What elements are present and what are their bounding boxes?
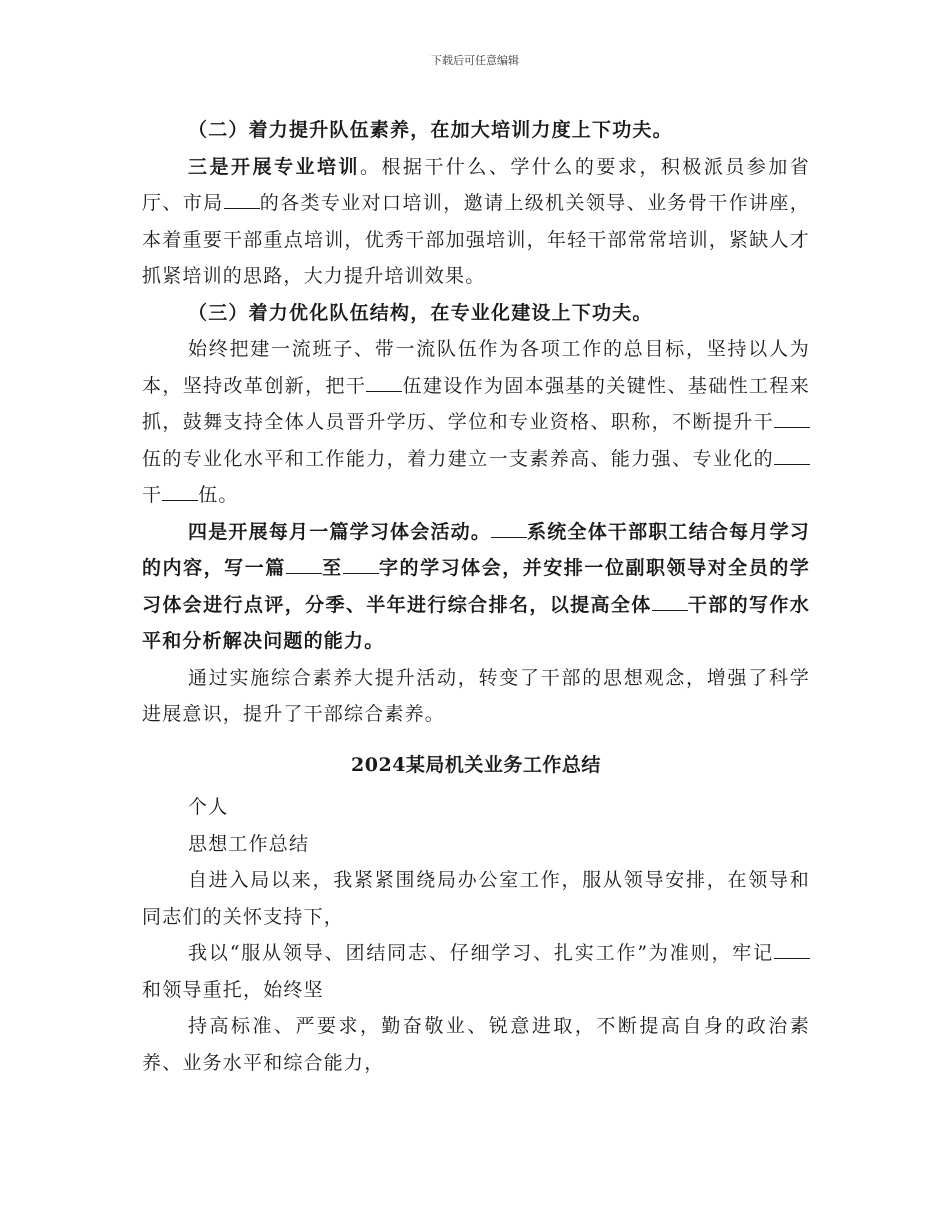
paragraph-training: 三是开展专业培训。根据干什么、学什么的要求，积极派员参加省厅、市局 的各类专业对口培训，邀请上级机关领导、业务骨干作讲座，本着重要干部重点培训，优秀干部加强培训，年轻干部常常培训，紧缺人才抓紧培训的思路，大力提升培训效果。 (142, 155, 811, 287)
fill-blank (491, 523, 527, 538)
fill-blank (224, 194, 260, 209)
paragraph-structure: 始终把建一流班子、带一流队伍作为各项工作的总目标，坚持以人为本，坚持改革创新，把干 伍建设作为固本强基的关键性、基础性工程来抓，鼓舞支持全体人员晋升学历、学位和专业资格、职称，不断提升干伍的专业化水平和工作能力，着力建立一支素养高、能力强、专业化的干 伍。 (142, 338, 810, 506)
document-title: 2024某局机关业务工作总结 (351, 753, 601, 776)
document-body (142, 112, 810, 1081)
page-header: 下载后可任意编辑 (431, 54, 519, 67)
paragraph-lead: 三是开展专业培训 (188, 155, 360, 178)
paragraph-intro: 自进入局以来，我紧紧围绕局办公室工作，服从领导安排，在领导和同志们的关怀支持下， (142, 869, 810, 928)
paragraph-result: 通过实施综合素养大提升活动，转变了干部的思想观念，增强了科学进展意识，提升了干部综合素养。 (142, 666, 810, 725)
fill-blank (774, 944, 810, 959)
fill-blank (366, 377, 402, 392)
paragraph-standards: 持高标准、严要求，勤奋敬业、锐意进取，不断提高自身的政治素养、业务水平和综合能力， (142, 1015, 810, 1074)
fill-blank (652, 596, 688, 611)
paragraph-summary-label: 思想工作总结 (188, 832, 310, 855)
fill-blank (774, 413, 810, 428)
fill-blank (286, 559, 322, 574)
paragraph-monthly-study: 四是开展每月一篇学习体会活动。 系统全体干部职工结合每月学习的内容，写一篇 至 字的学习体会，并安排一位副职领导对全员的学习体会进行点评，分季、半年进行综合排名，以提高全体 干部的写作水平和分析解决问题的能力。 (142, 520, 811, 652)
section-heading-2: （二）着力提升队伍素养，在加大培训力度上下功夫。 (188, 119, 673, 141)
paragraph-principle: 我以“服从领导、团结同志、仔细学习、扎实工作”为准则，牢记和领导重托，始终坚 (142, 935, 810, 1008)
section-heading-3: （三）着力优化队伍结构，在专业化建设上下功夫。 (188, 301, 653, 324)
fill-blank (343, 559, 379, 574)
paragraph-personal: 个人 (188, 796, 229, 818)
fill-blank (774, 450, 810, 465)
fill-blank (162, 486, 198, 501)
